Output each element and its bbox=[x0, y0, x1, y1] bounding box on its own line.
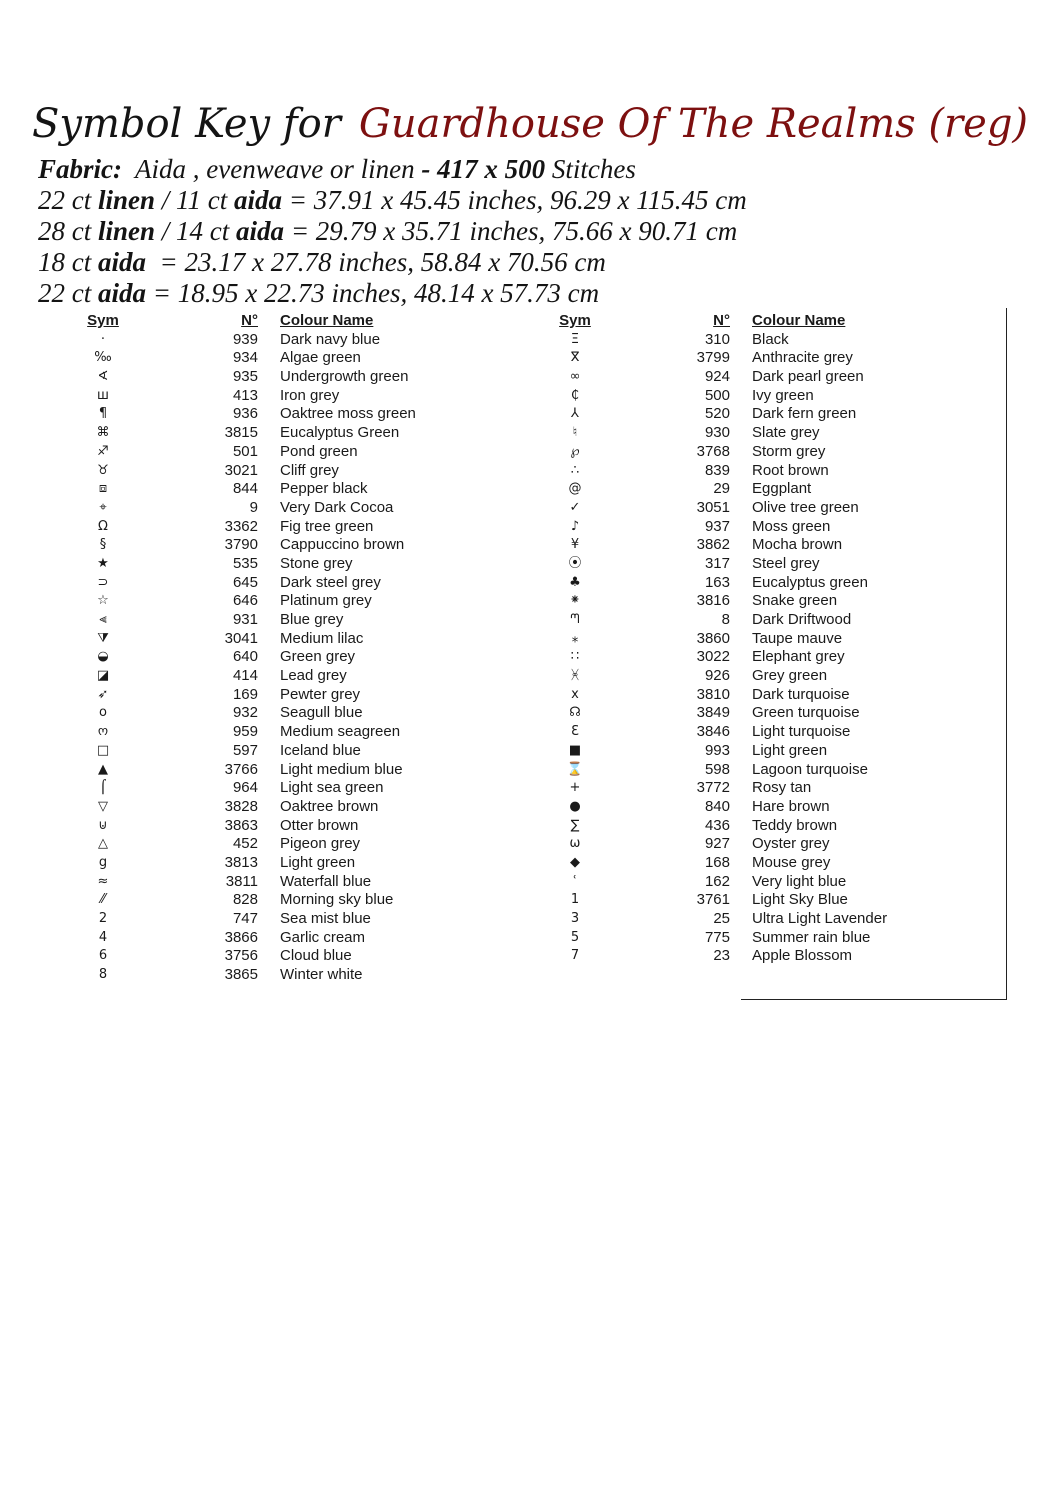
colour-name-cell: Iceland blue bbox=[280, 741, 361, 759]
size-cloth: linen bbox=[98, 216, 156, 246]
dmc-number-cell: 3866 bbox=[224, 928, 258, 946]
symbol-cell: ⅄ bbox=[571, 406, 579, 422]
colour-name-cell: Garlic cream bbox=[280, 928, 366, 946]
dmc-number-cell: 8 bbox=[721, 611, 730, 628]
symbol-cell: □ bbox=[96, 742, 110, 758]
colour-name-cell: Teddy brown bbox=[752, 816, 838, 834]
colour-name-cell: Light green bbox=[280, 853, 356, 871]
colour-name-cell: Algae green bbox=[280, 349, 361, 367]
colour-name-cell: Dark Driftwood bbox=[752, 611, 852, 628]
dmc-number-cell: 500 bbox=[704, 386, 730, 404]
colour-name-cell: Green turquoise bbox=[752, 704, 860, 722]
dmc-number-cell: 3051 bbox=[696, 498, 730, 516]
size-slash: / bbox=[161, 185, 170, 215]
dmc-number-cell: 964 bbox=[232, 779, 258, 797]
symbol-cell: 8 bbox=[98, 967, 108, 983]
dmc-number-cell: 3761 bbox=[696, 891, 730, 909]
size-line bbox=[38, 278, 747, 309]
dmc-number-cell: 597 bbox=[232, 741, 258, 759]
fabric-spec-block bbox=[38, 154, 747, 309]
colour-name-cell: Blue grey bbox=[280, 611, 344, 628]
fabric-types: Aida , evenweave or linen bbox=[135, 154, 415, 184]
colour-name-cell: Light turquoise bbox=[752, 723, 851, 741]
symbol-cell: ‰ bbox=[94, 350, 112, 366]
symbol-cell: ш bbox=[97, 387, 109, 403]
symbol-cell: 3 bbox=[570, 911, 580, 926]
symbol-cell: 7 bbox=[570, 948, 580, 964]
symbol-cell: Ω bbox=[98, 518, 108, 534]
symbol-cell: 1 bbox=[570, 892, 580, 908]
colour-name-cell: Eucalyptus green bbox=[752, 573, 868, 591]
dmc-number-cell: 3756 bbox=[224, 947, 258, 965]
dmc-number-cell: 501 bbox=[232, 442, 258, 460]
dmc-number-cell: 23 bbox=[713, 947, 730, 965]
dmc-number-cell: 939 bbox=[232, 330, 258, 348]
dmc-number-cell: 936 bbox=[232, 405, 258, 423]
symbol-cell: ⌛ bbox=[566, 761, 584, 777]
dmc-number-cell: 930 bbox=[704, 424, 730, 442]
dmc-number-cell: 828 bbox=[232, 891, 258, 909]
frame-line-right bbox=[1006, 308, 1007, 1000]
dmc-number-cell: 3863 bbox=[224, 816, 258, 834]
size-line bbox=[38, 247, 747, 278]
dmc-number-cell: 3849 bbox=[696, 704, 730, 722]
symbol-cell: ʿ bbox=[573, 873, 577, 889]
number-header: N° bbox=[241, 312, 258, 329]
dmc-number-cell: 937 bbox=[704, 517, 730, 535]
size-line bbox=[38, 216, 747, 247]
dmc-number-cell: 3766 bbox=[224, 760, 258, 778]
colour-name-cell: Very Dark Cocoa bbox=[280, 498, 394, 516]
dmc-number-cell: 452 bbox=[232, 835, 258, 853]
colour-name-cell: Mouse grey bbox=[752, 853, 831, 871]
colour-name-cell: Slate grey bbox=[752, 424, 820, 442]
symbol-cell: ☊ bbox=[569, 705, 581, 721]
dmc-number-cell: 844 bbox=[232, 480, 258, 498]
colour-name-cell: Pewter grey bbox=[280, 685, 361, 703]
colour-name-cell: Light Sky Blue bbox=[752, 891, 848, 909]
dmc-number-cell: 931 bbox=[232, 611, 258, 628]
symbol-cell: ⁎ bbox=[571, 630, 579, 646]
dmc-number-cell: 25 bbox=[713, 910, 730, 927]
colour-name-cell: Undergrowth green bbox=[280, 368, 409, 386]
colour-name-cell: Summer rain blue bbox=[752, 928, 871, 946]
page-title bbox=[0, 94, 1060, 154]
sym-header: Sym bbox=[87, 312, 119, 329]
dmc-number-cell: 840 bbox=[704, 797, 730, 815]
sym-header: Sym bbox=[559, 312, 591, 329]
colour-name-cell: Olive tree green bbox=[752, 498, 859, 516]
dmc-number-cell: 414 bbox=[232, 667, 258, 685]
colour-name-header: Colour Name bbox=[280, 312, 374, 329]
symbol-cell: x bbox=[571, 686, 579, 702]
pattern-name: Guardhouse Of The Realms (reg) bbox=[358, 101, 1029, 147]
dmc-number-cell: 169 bbox=[232, 685, 258, 703]
symbol-cell: ᘉ bbox=[570, 612, 580, 627]
symbol-cell: o bbox=[99, 705, 107, 721]
dmc-number-cell: 3768 bbox=[696, 442, 730, 460]
dmc-number-cell: 640 bbox=[232, 648, 258, 666]
colour-name-cell: Steel grey bbox=[752, 554, 820, 572]
symbol-cell: § bbox=[99, 537, 107, 553]
size-cloth: linen bbox=[98, 185, 156, 215]
dmc-number-cell: 775 bbox=[704, 928, 730, 946]
symbol-cell: ℘ bbox=[570, 443, 580, 459]
colour-name-cell: Dark steel grey bbox=[280, 573, 381, 591]
dmc-number-cell: 3815 bbox=[224, 424, 258, 442]
dmc-number-cell: 3860 bbox=[696, 629, 730, 647]
colour-name-cell: Black bbox=[752, 330, 789, 348]
symbol-cell: ✓ bbox=[569, 499, 581, 515]
dmc-number-cell: 959 bbox=[232, 723, 258, 741]
symbol-cell: 5 bbox=[570, 929, 580, 945]
symbol-cell: ■ bbox=[568, 742, 582, 758]
dmc-number-cell: 3813 bbox=[224, 853, 258, 871]
size-count: 11 ct bbox=[176, 185, 228, 215]
dmc-number-cell: 3862 bbox=[696, 536, 730, 554]
size-cloth: aida bbox=[234, 185, 283, 215]
size-cloth: aida bbox=[98, 247, 147, 277]
symbol-cell: ¶ bbox=[98, 406, 108, 422]
symbol-cell: 6 bbox=[98, 948, 108, 964]
dmc-number-cell: 839 bbox=[704, 461, 730, 479]
colour-name-cell: Light green bbox=[752, 741, 828, 759]
colour-name-cell: Oaktree moss green bbox=[280, 405, 416, 423]
colour-name-cell: Sea mist blue bbox=[280, 910, 371, 927]
colour-name-cell: Eucalyptus Green bbox=[280, 424, 400, 442]
dmc-number-cell: 317 bbox=[704, 554, 730, 572]
fabric-separator: - bbox=[421, 154, 431, 184]
symbol-cell: ₵ bbox=[570, 387, 580, 403]
dmc-number-cell: 3846 bbox=[696, 723, 730, 741]
colour-name-cell: Dark turquoise bbox=[752, 685, 850, 703]
dmc-number-cell: 29 bbox=[713, 480, 730, 498]
symbol-cell: @ bbox=[568, 481, 582, 497]
colour-name-cell: Pond green bbox=[280, 442, 358, 460]
size-cloth: aida bbox=[98, 278, 147, 308]
size-dimensions: = 29.79 x 35.71 inches, 75.66 x 90.71 cm bbox=[290, 216, 738, 246]
symbol-cell: 4 bbox=[98, 929, 108, 945]
dmc-number-cell: 934 bbox=[232, 349, 258, 367]
colour-name-cell: Waterfall blue bbox=[280, 872, 372, 890]
colour-name-cell: Morning sky blue bbox=[280, 891, 394, 909]
size-count: 14 ct bbox=[176, 216, 230, 246]
number-header: N° bbox=[713, 312, 730, 329]
symbol-cell: · bbox=[100, 331, 106, 347]
dmc-number-cell: 163 bbox=[704, 573, 730, 591]
dmc-number-cell: 162 bbox=[704, 872, 730, 890]
dmc-number-cell: 3865 bbox=[224, 966, 258, 984]
colour-name-cell: Cliff grey bbox=[280, 461, 339, 479]
symbol-cell: ⧈ bbox=[98, 481, 108, 497]
dmc-number-cell: 413 bbox=[232, 386, 258, 404]
symbol-cell: Ξ bbox=[570, 331, 580, 347]
symbol-cell: ♮ bbox=[572, 425, 578, 441]
colour-name-cell: Medium lilac bbox=[280, 629, 364, 647]
colour-name-cell: Ivy green bbox=[752, 386, 814, 404]
dmc-number-cell: 927 bbox=[704, 835, 730, 853]
symbol-cell: ▲ bbox=[98, 761, 108, 777]
symbol-cell: ∑ bbox=[570, 817, 580, 833]
fabric-line bbox=[38, 154, 747, 185]
size-dimensions: = 23.17 x 27.78 inches, 58.84 x 70.56 cm bbox=[152, 247, 606, 277]
dmc-number-cell: 3811 bbox=[225, 872, 258, 890]
symbol-cell: ⌖ bbox=[99, 499, 107, 515]
colour-name-cell: Pepper black bbox=[280, 480, 368, 498]
symbol-cell: ⧩ bbox=[97, 630, 109, 646]
dmc-number-cell: 168 bbox=[704, 853, 730, 871]
dmc-number-cell: 3790 bbox=[224, 536, 258, 554]
colour-name-cell: Ultra Light Lavender bbox=[752, 910, 888, 927]
colour-name-cell: Otter brown bbox=[280, 816, 359, 834]
colour-name-cell: Eggplant bbox=[752, 480, 812, 498]
symbol-cell: ⊍ bbox=[98, 817, 108, 833]
symbol-cell: ω bbox=[569, 836, 581, 852]
colour-name-cell: Oaktree brown bbox=[280, 797, 379, 815]
colour-name-cell: Snake green bbox=[752, 592, 838, 610]
symbol-cell: + bbox=[569, 780, 581, 796]
colour-name-cell: Hare brown bbox=[752, 797, 830, 815]
symbol-cell: ∢ bbox=[97, 369, 109, 385]
symbol-cell: ♉ bbox=[97, 462, 109, 478]
fabric-label: Fabric: bbox=[38, 154, 122, 184]
colour-name-cell: Light sea green bbox=[280, 779, 384, 797]
symbol-cell: ☆ bbox=[97, 593, 109, 609]
colour-name-cell: Light medium blue bbox=[280, 760, 403, 778]
dmc-number-cell: 310 bbox=[704, 330, 730, 348]
dmc-number-cell: 932 bbox=[232, 704, 258, 722]
symbol-cell: ∞ bbox=[569, 369, 581, 385]
dmc-number-cell: 3021 bbox=[224, 461, 258, 479]
dmc-number-cell: 935 bbox=[232, 368, 258, 386]
symbol-cell: ♣ bbox=[569, 574, 581, 590]
colour-name-cell: Cloud blue bbox=[280, 947, 352, 965]
size-count: 28 ct bbox=[38, 216, 92, 246]
dmc-number-cell: 535 bbox=[232, 554, 258, 572]
title-prefix: Symbol Key for bbox=[31, 101, 341, 147]
colour-name-cell: Anthracite grey bbox=[752, 349, 853, 367]
symbol-cell: ∷ bbox=[570, 649, 580, 665]
colour-name-cell: Oyster grey bbox=[752, 835, 830, 853]
dmc-number-cell: 3772 bbox=[696, 779, 730, 797]
colour-name-cell: Seagull blue bbox=[280, 704, 363, 722]
size-dimensions: = 18.95 x 22.73 inches, 48.14 x 57.73 cm bbox=[152, 278, 600, 308]
colour-name-cell: Moss green bbox=[752, 517, 831, 535]
dmc-number-cell: 926 bbox=[704, 667, 730, 685]
size-count: 22 ct bbox=[38, 278, 92, 308]
symbol-cell: ო bbox=[97, 724, 109, 740]
colour-name-cell: Stone grey bbox=[280, 554, 353, 572]
stitches-word: Stitches bbox=[551, 154, 636, 184]
size-line bbox=[38, 185, 747, 216]
symbol-cell: ♐ bbox=[97, 443, 109, 459]
symbol-cell: ⦿ bbox=[568, 555, 582, 571]
symbol-cell: ¥ bbox=[570, 537, 580, 553]
symbol-cell: ∴ bbox=[570, 462, 580, 478]
symbol-cell: Ɛ bbox=[571, 724, 579, 740]
dmc-number-cell: 646 bbox=[232, 592, 258, 610]
symbol-cell: g bbox=[98, 854, 108, 870]
size-dimensions: = 37.91 x 45.45 inches, 96.29 x 115.45 cm bbox=[288, 185, 747, 215]
symbol-cell: ▽ bbox=[98, 798, 108, 814]
symbol-cell: ● bbox=[569, 798, 581, 814]
dmc-number-cell: 436 bbox=[704, 816, 730, 834]
symbol-cell: ◪ bbox=[96, 668, 110, 684]
colour-name-cell: Grey green bbox=[752, 667, 828, 685]
size-count: 18 ct bbox=[38, 247, 92, 277]
colour-name-cell: Medium seagreen bbox=[280, 723, 401, 741]
stitch-count: 417 x 500 bbox=[437, 154, 546, 184]
dmc-number-cell: 3810 bbox=[696, 685, 730, 703]
dmc-number-cell: 747 bbox=[232, 910, 258, 927]
colour-name-header: Colour Name bbox=[752, 312, 846, 329]
symbol-cell: ⌠ bbox=[99, 780, 107, 796]
dmc-number-cell: 3022 bbox=[696, 648, 730, 666]
size-count: 22 ct bbox=[38, 185, 92, 215]
symbol-cell: ★ bbox=[97, 555, 109, 571]
colour-name-cell: Rosy tan bbox=[752, 779, 812, 797]
symbol-cell: ⴳ bbox=[570, 350, 580, 366]
colour-name-cell: Platinum grey bbox=[280, 592, 372, 610]
frame-line-bottom bbox=[741, 999, 1007, 1000]
colour-name-cell: Mocha brown bbox=[752, 536, 843, 554]
symbol-cell: ᚸ bbox=[571, 668, 579, 684]
dmc-number-cell: 924 bbox=[704, 368, 730, 386]
colour-name-cell: Storm grey bbox=[752, 442, 826, 460]
colour-name-cell: Dark fern green bbox=[752, 405, 857, 423]
colour-name-cell: Dark navy blue bbox=[280, 330, 381, 348]
symbol-cell: ➶ bbox=[97, 686, 109, 702]
symbol-cell: ⊃ bbox=[97, 574, 109, 590]
dmc-number-cell: 3816 bbox=[696, 592, 730, 610]
dmc-number-cell: 598 bbox=[704, 760, 730, 778]
symbol-cell: ⫷ bbox=[99, 612, 107, 627]
dmc-number-cell: 3828 bbox=[224, 797, 258, 815]
symbol-cell: ⁄⁄ bbox=[100, 892, 106, 908]
symbol-cell: ◆ bbox=[570, 854, 580, 870]
colour-name-cell: Dark pearl green bbox=[752, 368, 864, 386]
colour-name-cell: Root brown bbox=[752, 461, 829, 479]
symbol-cell: ⁕ bbox=[569, 593, 581, 609]
colour-name-cell: Green grey bbox=[280, 648, 356, 666]
dmc-number-cell: 9 bbox=[249, 498, 258, 516]
symbol-cell: ⌘ bbox=[96, 425, 110, 441]
colour-name-cell: Lagoon turquoise bbox=[752, 760, 868, 778]
symbol-cell: △ bbox=[98, 836, 108, 852]
colour-name-cell: Fig tree green bbox=[280, 517, 374, 535]
dmc-number-cell: 520 bbox=[704, 405, 730, 423]
symbol-cell: ♪ bbox=[570, 518, 580, 534]
colour-name-cell: Winter white bbox=[280, 966, 363, 984]
colour-name-cell: Cappuccino brown bbox=[280, 536, 405, 554]
symbol-cell: ≈ bbox=[97, 873, 109, 889]
symbol-cell: 2 bbox=[98, 911, 108, 926]
dmc-number-cell: 993 bbox=[704, 741, 730, 759]
dmc-number-cell: 3799 bbox=[696, 349, 730, 367]
colour-name-cell: Elephant grey bbox=[752, 648, 845, 666]
colour-name-cell: Iron grey bbox=[280, 386, 340, 404]
colour-name-cell: Apple Blossom bbox=[752, 947, 853, 965]
colour-name-cell: Very light blue bbox=[752, 872, 847, 890]
dmc-number-cell: 3362 bbox=[224, 517, 258, 535]
symbol-cell: ◒ bbox=[97, 649, 109, 665]
colour-name-cell: Pigeon grey bbox=[280, 835, 361, 853]
size-slash: / bbox=[161, 216, 170, 246]
size-cloth: aida bbox=[236, 216, 285, 246]
colour-name-cell: Taupe mauve bbox=[752, 629, 843, 647]
dmc-number-cell: 645 bbox=[232, 573, 258, 591]
colour-name-cell: Lead grey bbox=[280, 667, 347, 685]
dmc-number-cell: 3041 bbox=[224, 629, 258, 647]
